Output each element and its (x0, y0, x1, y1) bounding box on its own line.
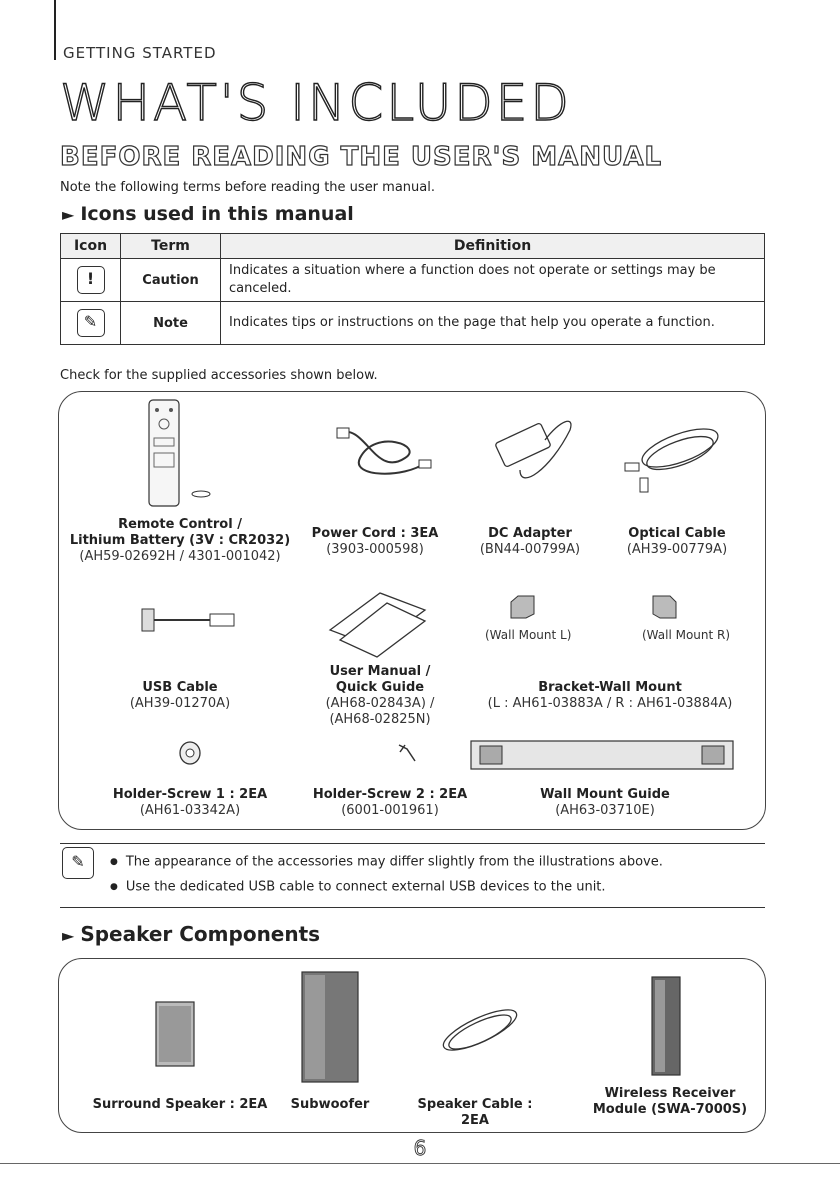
term-cell: Caution (121, 259, 221, 302)
accessory-bracket-wall-mount: Bracket-Wall Mount (L : AH61-03883A / R : AH61-03884A) (487, 680, 733, 711)
remote-control-icon (145, 398, 225, 510)
definition-cell: Indicates a situation where a function does not operate or settings may be canceled. (221, 259, 765, 302)
wall-mount-l-caption: (Wall Mount L) (485, 628, 572, 642)
column-header: Definition (221, 234, 765, 259)
caution-icon: ! (77, 266, 105, 294)
speaker-surround-label: Surround Speaker : 2EA (92, 1097, 268, 1112)
surround-speaker-icon (150, 1000, 200, 1070)
speaker-cable-icon (430, 1000, 530, 1060)
holder-screw-1-icon (177, 740, 203, 766)
icons-table (60, 233, 765, 345)
holder-screw-2-icon (397, 743, 417, 763)
icons-heading: ► Icons used in this manual (62, 203, 354, 225)
note-icon: ✎ (77, 309, 105, 337)
section-label: GETTING STARTED (63, 44, 217, 62)
page-number: 6 (413, 1136, 427, 1160)
divider (60, 907, 765, 908)
dc-adapter-icon (490, 410, 580, 500)
speaker-cable-label: Speaker Cable : 2EA (417, 1097, 533, 1128)
note-icon: ✎ (62, 847, 94, 879)
column-header: Icon (61, 234, 121, 259)
triangle-arrow-icon: ► (62, 926, 75, 945)
wireless-receiver-icon (646, 975, 686, 1077)
user-manual-icon (325, 585, 430, 660)
accessory-usb-cable: USB Cable (AH39-01270A) (129, 680, 231, 711)
wall-mount-guide-icon (470, 740, 735, 770)
accessory-user-manual: User Manual / Quick Guide (AH68-02843A) / (AH68-02825N) (325, 664, 435, 727)
accessory-remote-control: Remote Control / Lithium Battery (3V : CR2032) (AH59-02692H / 4301-001042) (69, 517, 291, 564)
section-edge-line (54, 0, 56, 60)
accessory-dc-adapter: DC Adapter (BN44-00799A) (479, 526, 581, 557)
wall-mount-r-caption: (Wall Mount R) (642, 628, 731, 642)
page-subtitle: BEFORE READING THE USER'S MANUAL (60, 142, 663, 172)
speaker-wireless-receiver-label: Wireless Receiver Module (SWA-7000S) (592, 1086, 748, 1117)
usb-cable-icon (140, 605, 240, 635)
accessory-wall-mount-guide: Wall Mount Guide (AH63-03710E) (540, 787, 670, 818)
bracket-icon (650, 592, 680, 620)
term-cell: Note (121, 302, 221, 345)
page-title: WHAT'S INCLUDED (60, 74, 572, 132)
table-row (61, 302, 765, 345)
intro-text: Note the following terms before reading the user manual. (60, 180, 435, 195)
triangle-arrow-icon: ► (62, 205, 75, 224)
speaker-subwoofer-label: Subwoofer (290, 1097, 370, 1112)
accessory-optical-cable: Optical Cable (AH39-00779A) (626, 526, 728, 557)
bracket-icon (508, 592, 538, 620)
accessory-power-cord: Power Cord : 3EA (3903-000598) (311, 526, 439, 557)
divider (60, 843, 765, 844)
check-text: Check for the supplied accessories shown below. (60, 368, 378, 383)
definition-cell: Indicates tips or instructions on the page that help you operate a function. (221, 302, 765, 345)
subwoofer-icon (300, 970, 360, 1085)
speaker-heading: ► Speaker Components (62, 922, 321, 946)
table-header-row (61, 234, 765, 259)
accessory-holder-screw-1: Holder-Screw 1 : 2EA (AH61-03342A) (112, 787, 268, 818)
accessory-holder-screw-2: Holder-Screw 2 : 2EA (6001-001961) (312, 787, 468, 818)
bottom-divider (0, 1163, 840, 1164)
list-item: ● Use the dedicated USB cable to connect external USB devices to the unit. (110, 875, 663, 900)
notes-list (110, 850, 663, 899)
optical-cable-icon (620, 418, 730, 498)
list-item: ● The appearance of the accessories may differ slightly from the illustrations above. (110, 850, 663, 875)
power-cord-icon (335, 418, 435, 488)
table-row (61, 259, 765, 302)
column-header: Term (121, 234, 221, 259)
